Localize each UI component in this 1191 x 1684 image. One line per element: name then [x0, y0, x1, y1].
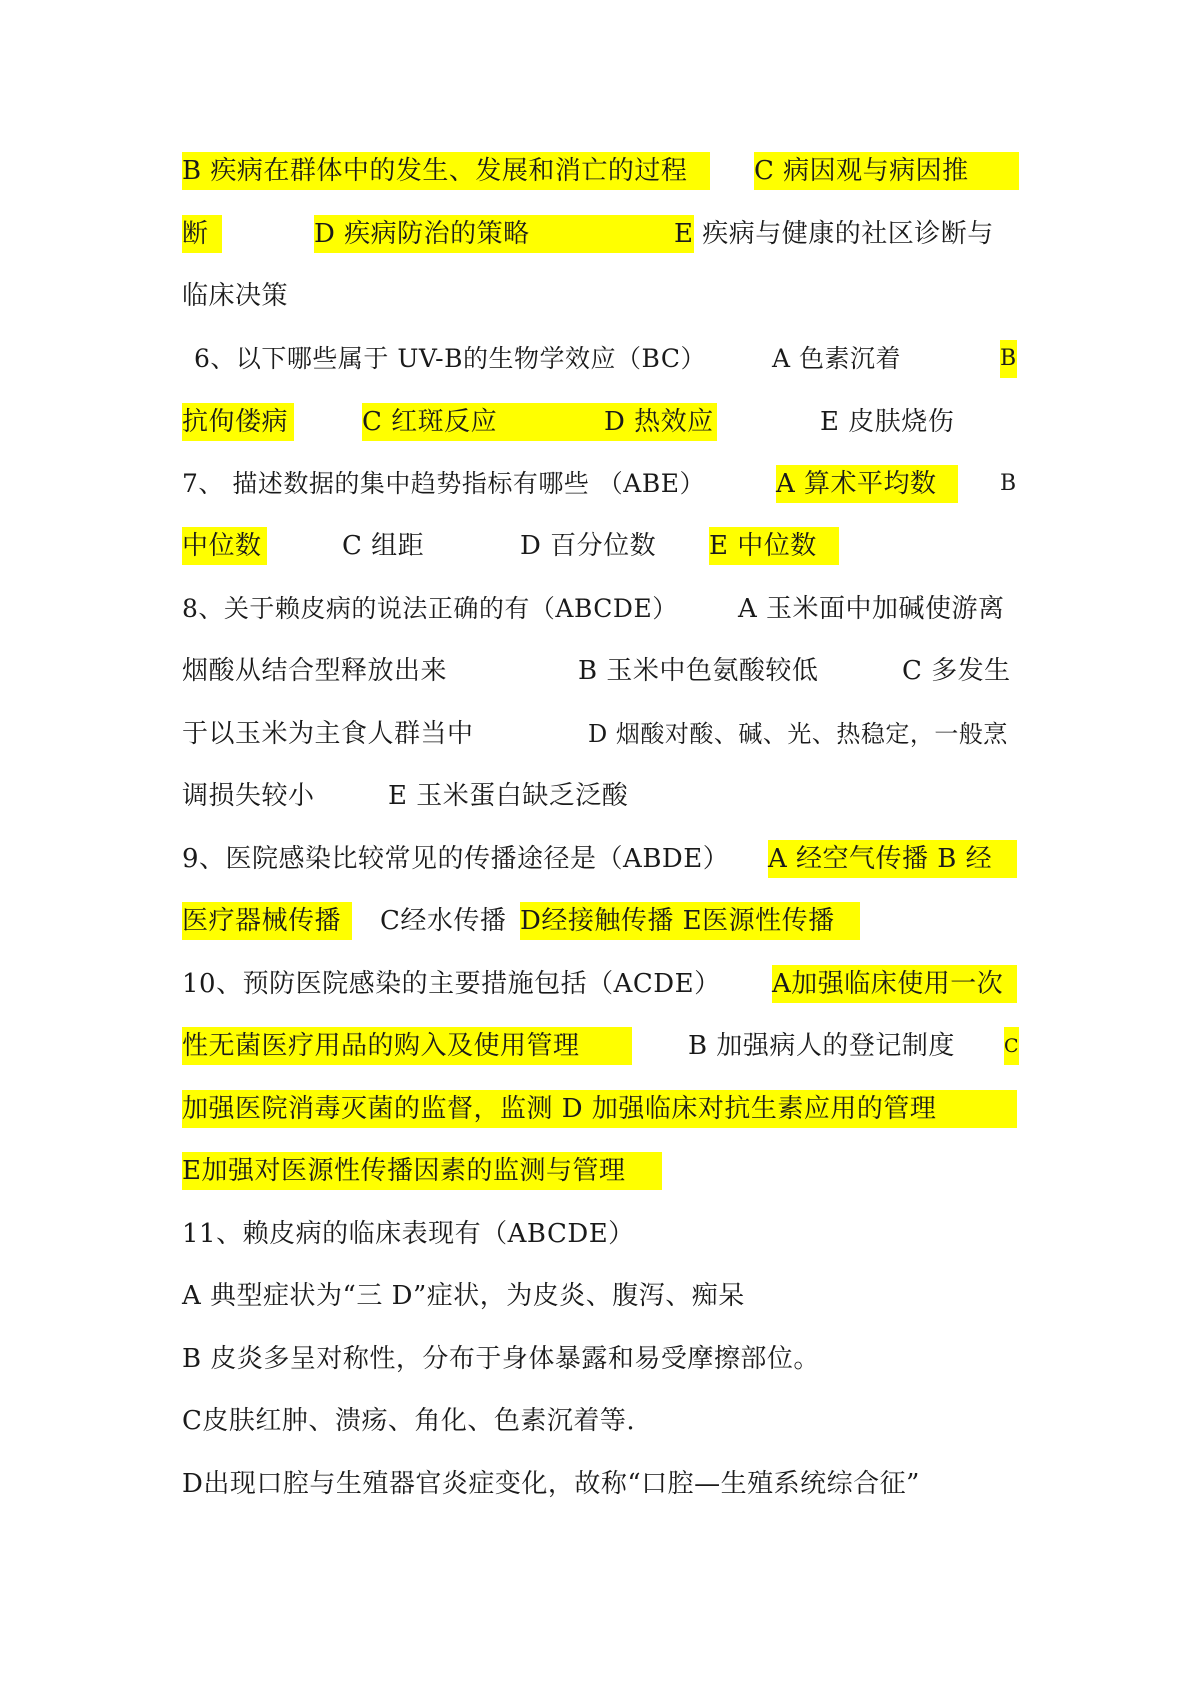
- highlighted-text-segment: A 算术平均数: [776, 465, 958, 503]
- highlighted-text-segment: 加强医院消毒灭菌的监督，监测 D 加强临床对抗生素应用的管理: [182, 1090, 1017, 1128]
- text-segment: 临床决策: [182, 281, 289, 311]
- text-line: [182, 715, 1017, 753]
- highlighted-text-segment: B: [1000, 340, 1017, 378]
- text-line: [182, 590, 1017, 628]
- text-line: [182, 403, 1017, 441]
- text-line: [182, 777, 1017, 815]
- text-segment: 6、以下哪些属于 UV-B的生物学效应（BC）: [194, 344, 706, 373]
- text-segment: 烟酸从结合型释放出来: [182, 656, 448, 686]
- text-segment: E 玉米蛋白缺乏泛酸: [388, 781, 629, 811]
- text-line: [182, 340, 1017, 378]
- text-segment: E 皮肤烧伤: [820, 407, 955, 437]
- text-segment: C 组距: [342, 531, 425, 561]
- text-segment: B 加强病人的登记制度: [688, 1031, 955, 1061]
- highlighted-text-segment: E加强对医源性传播因素的监测与管理: [182, 1152, 662, 1190]
- highlighted-text-segment: D经接触传播 E医源性传播: [520, 902, 860, 940]
- text-segment: A 色素沉着: [772, 344, 902, 373]
- text-line: [182, 1465, 1017, 1503]
- text-segment: 11、赖皮病的临床表现有（ABCDE）: [182, 1219, 635, 1249]
- text-segment: D 热效应: [604, 407, 714, 437]
- text-line: [182, 277, 1017, 315]
- text-line: [182, 152, 1017, 190]
- text-segment: E 疾病与健康的社区诊断与: [674, 219, 994, 249]
- text-segment: D出现口腔与生殖器官炎症变化，故称“口腔—生殖系统综合征”: [182, 1469, 920, 1499]
- text-line: [182, 1340, 1017, 1378]
- text-line: [182, 1277, 1017, 1315]
- text-segment: B: [1000, 471, 1017, 496]
- text-segment: A 典型症状为“三 D”症状，为皮炎、腹泻、痴呆: [182, 1281, 745, 1311]
- text-segment: C 多发生: [902, 656, 1011, 686]
- text-segment: B 皮炎多呈对称性，分布于身体暴露和易受摩擦部位。: [182, 1344, 820, 1374]
- highlighted-text-segment: 抗佝偻病: [182, 403, 294, 441]
- highlighted-text-segment: D 疾病防治的策略: [314, 215, 694, 253]
- text-line: [182, 840, 1017, 878]
- text-segment: D 百分位数: [520, 531, 657, 561]
- highlighted-text-segment: 性无菌医疗用品的购入及使用管理: [182, 1027, 632, 1065]
- text-segment: 7、 描述数据的集中趋势指标有哪些 （ABE）: [182, 469, 705, 498]
- text-segment: A 玉米面中加碱使游离: [738, 594, 1005, 624]
- text-segment: C经水传播: [380, 906, 507, 936]
- text-segment: 9、医院感染比较常见的传播途径是（ABDE）: [182, 844, 730, 874]
- text-segment: 10、预防医院感染的主要措施包括（ACDE）: [182, 969, 721, 999]
- highlighted-text-segment: C 病因观与病因推: [754, 152, 1019, 190]
- text-segment: B 玉米中色氨酸较低: [578, 656, 819, 686]
- text-line: [182, 1402, 1017, 1440]
- text-segment: 8、关于赖皮病的说法正确的有（ABCDE）: [182, 594, 678, 623]
- highlighted-text-segment: A加强临床使用一次: [772, 965, 1017, 1003]
- highlighted-text-segment: 医疗器械传播: [182, 902, 352, 940]
- text-line: [182, 527, 1017, 565]
- highlighted-text-segment: C 红斑反应: [362, 403, 717, 441]
- text-line: [182, 1027, 1020, 1065]
- text-line: [182, 652, 1017, 690]
- text-segment: 于以玉米为主食人群当中: [182, 719, 474, 749]
- text-line: [182, 1152, 1017, 1190]
- highlighted-text-segment: A 经空气传播 B 经: [768, 840, 1017, 878]
- highlighted-text-segment: E 中位数: [709, 527, 839, 565]
- text-line: [182, 465, 1017, 503]
- text-segment: D 烟酸对酸、碱、光、热稳定，一般烹: [588, 720, 1008, 748]
- highlighted-text-segment: C: [1004, 1027, 1019, 1065]
- text-line: [182, 1090, 1017, 1128]
- text-line: [182, 1215, 1017, 1253]
- text-line: [182, 215, 1017, 253]
- text-line: [182, 902, 1017, 940]
- highlighted-text-segment: 断: [182, 215, 222, 253]
- text-segment: C皮肤红肿、溃疡、角化、色素沉着等.: [182, 1406, 636, 1436]
- text-line: [182, 965, 1017, 1003]
- highlighted-text-segment: B 疾病在群体中的发生、发展和消亡的过程: [182, 152, 710, 190]
- text-segment: 调损失较小: [182, 781, 315, 811]
- highlighted-text-segment: 中位数: [182, 527, 267, 565]
